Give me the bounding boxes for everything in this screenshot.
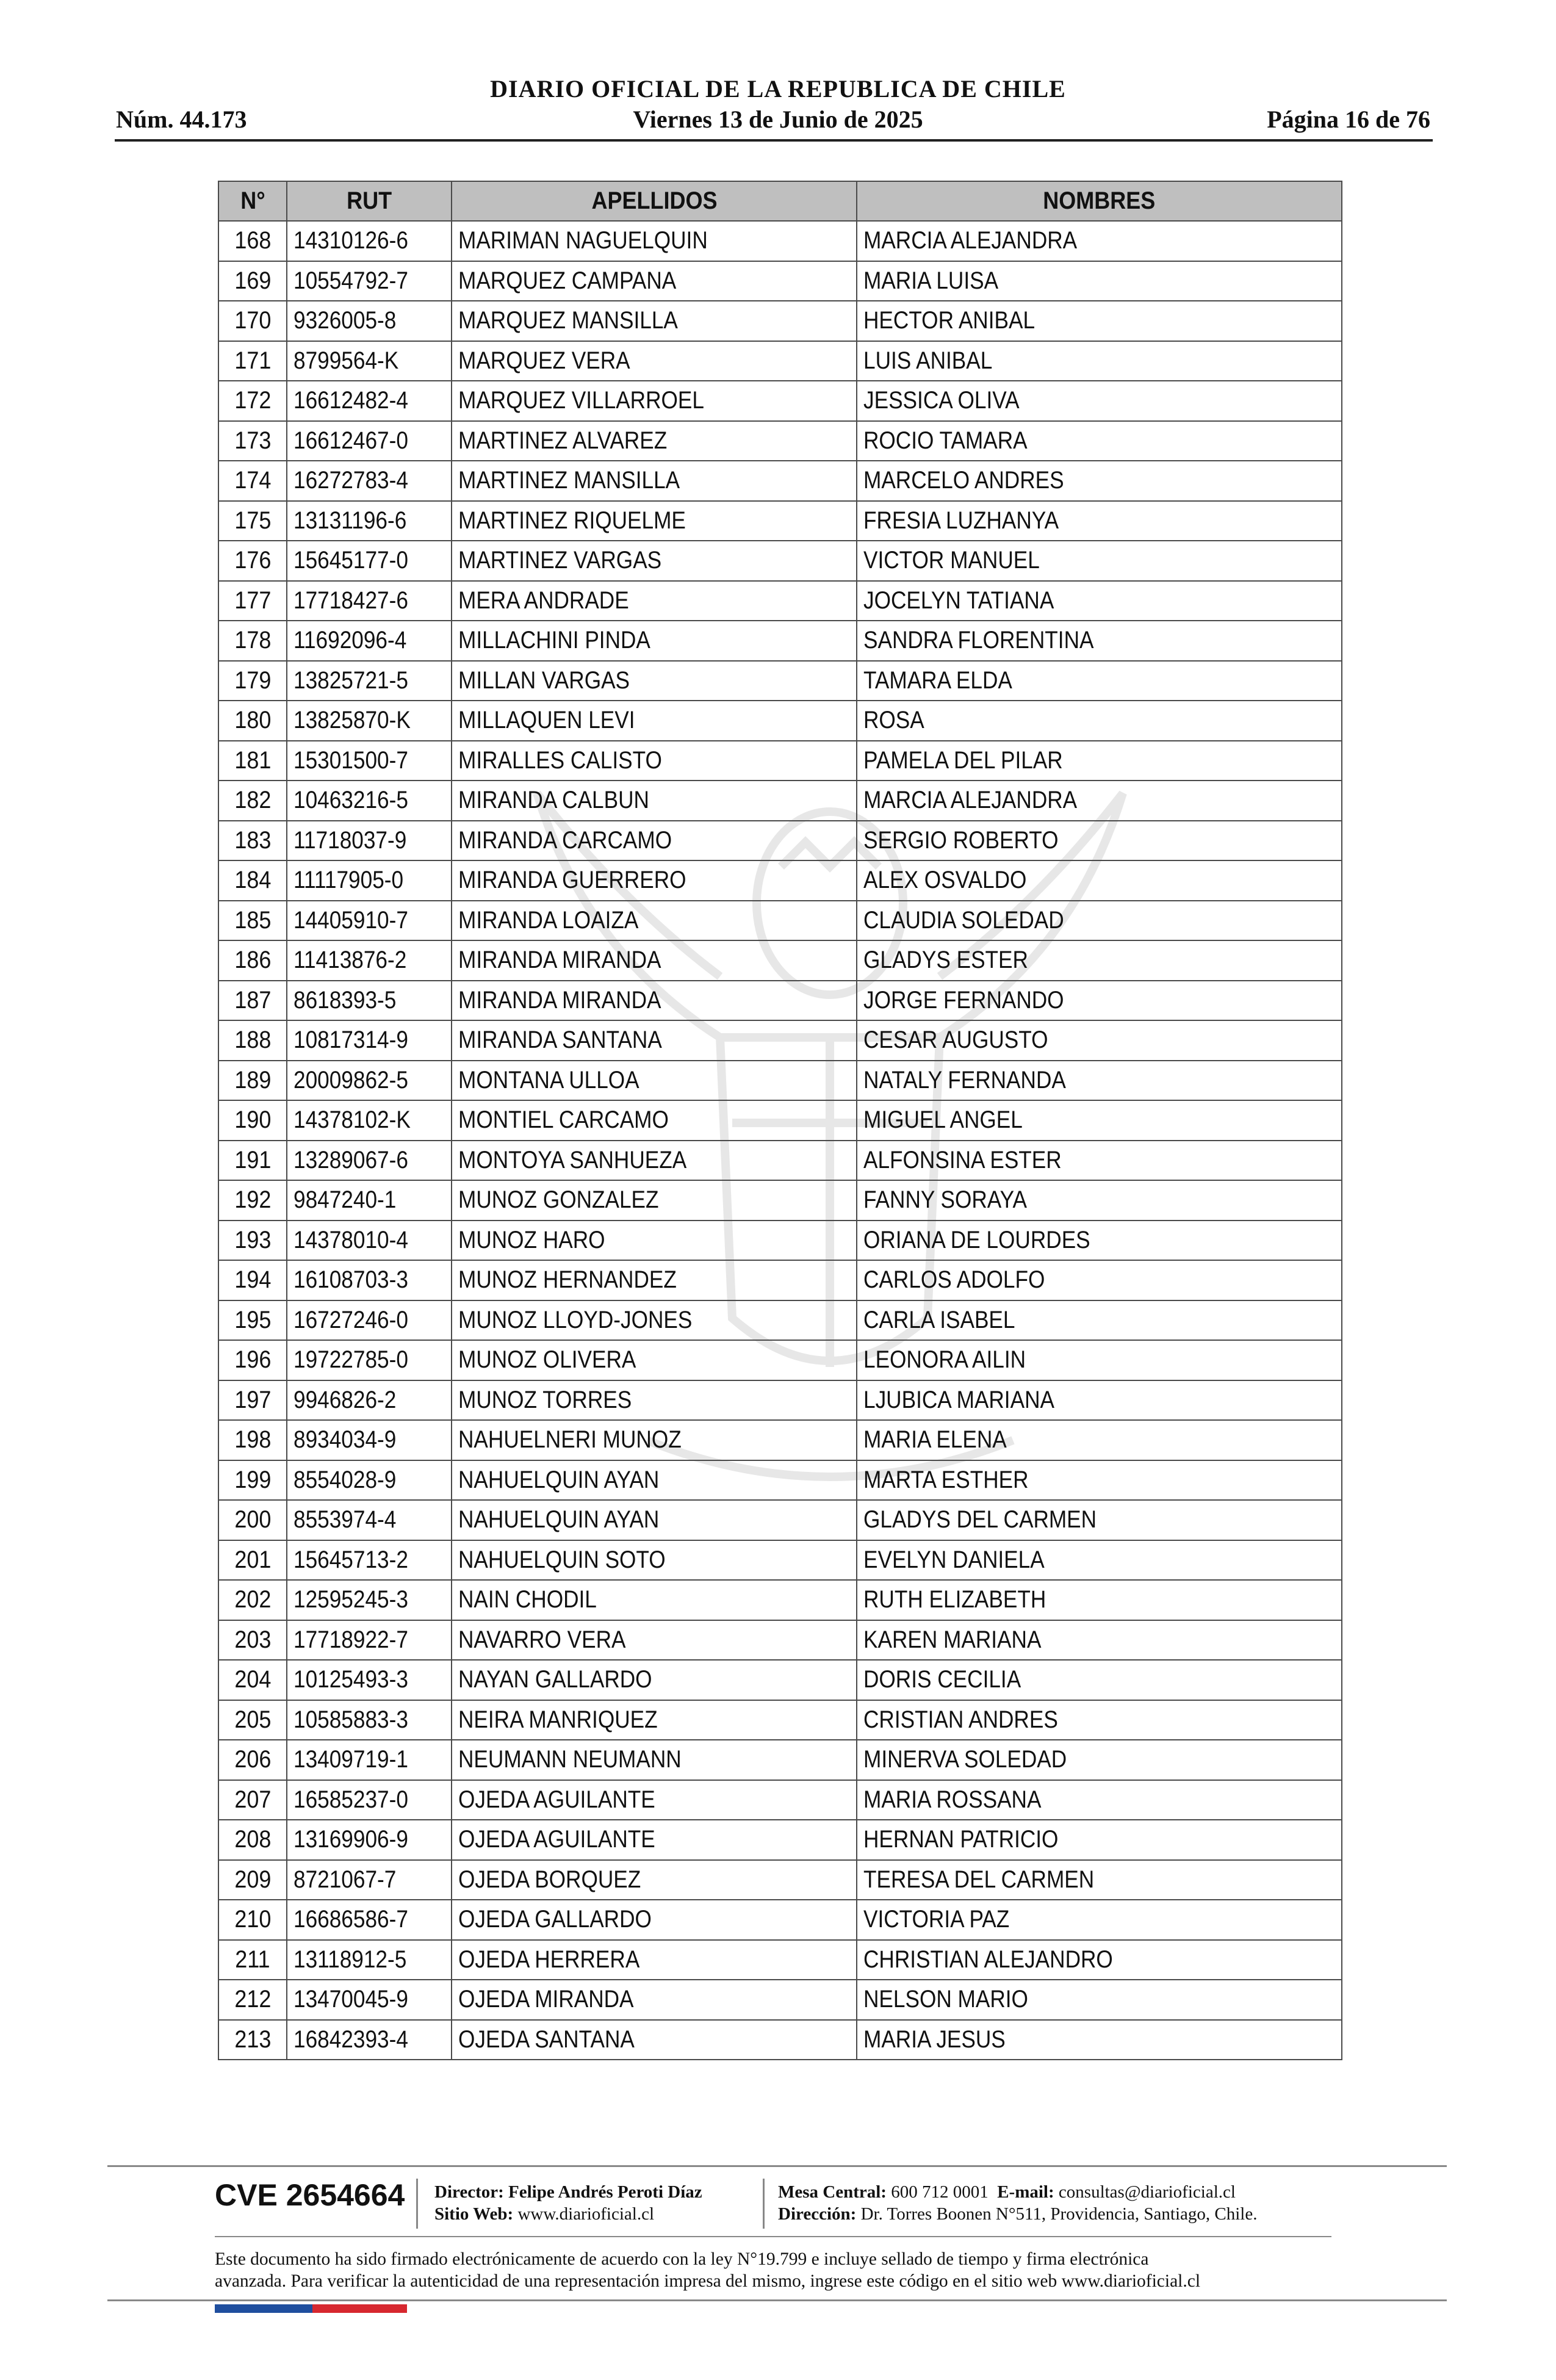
table-row [218,261,1342,301]
cell-nombres: MARIA JESUS [857,2020,1342,2060]
cell-rut: 11692096-4 [287,621,452,661]
cell-rut: 11413876-2 [287,940,452,981]
table-row [218,541,1342,581]
cell-rut: 10817314-9 [287,1020,452,1061]
footer-separator [416,2179,418,2229]
cell-nombres: ORIANA DE LOURDES [857,1221,1342,1261]
cell-rut: 9847240-1 [287,1180,452,1221]
cell-apellidos: MARIMAN NAGUELQUIN [452,221,857,261]
cell-nombres: CESAR AUGUSTO [857,1020,1342,1061]
table-row [218,1820,1342,1860]
table-row [218,1221,1342,1261]
cell-number: 178 [218,621,287,661]
cell-apellidos: MIRANDA MIRANDA [452,981,857,1021]
table-row [218,221,1342,261]
cell-number: 169 [218,261,287,301]
cell-rut: 9946826-2 [287,1380,452,1421]
flag-stripe-red [312,2304,407,2313]
cell-number: 188 [218,1020,287,1061]
table-row [218,940,1342,981]
cell-apellidos: MONTIEL CARCAMO [452,1100,857,1141]
signature-notice-line: Este documento ha sido firmado electrónicamente de acuerdo con la ley N°19.799 e incluye sellado de tiempo y firma electrónica [215,2249,1149,2269]
cell-rut: 15645713-2 [287,1540,452,1581]
cell-nombres: TAMARA ELDA [857,661,1342,701]
cell-apellidos: MIRANDA CARCAMO [452,821,857,861]
cell-nombres: FANNY SORAYA [857,1180,1342,1221]
cell-number: 171 [218,341,287,381]
cell-number: 170 [218,301,287,341]
cell-nombres: NATALY FERNANDA [857,1061,1342,1101]
cell-number: 205 [218,1700,287,1740]
table-row [218,821,1342,861]
cell-number: 172 [218,381,287,421]
cell-rut: 15645177-0 [287,541,452,581]
cell-rut: 14378010-4 [287,1221,452,1261]
cell-number: 202 [218,1580,287,1620]
cell-number: 191 [218,1141,287,1181]
table-row [218,1380,1342,1421]
cell-rut: 8554028-9 [287,1460,452,1501]
cell-apellidos: OJEDA HERRERA [452,1940,857,1980]
table-row [218,2020,1342,2060]
cell-apellidos: MARQUEZ MANSILLA [452,301,857,341]
cell-nombres: RUTH ELIZABETH [857,1580,1342,1620]
cell-nombres: SANDRA FLORENTINA [857,621,1342,661]
cell-rut: 13289067-6 [287,1141,452,1181]
cell-rut: 20009862-5 [287,1061,452,1101]
cell-rut: 11718037-9 [287,821,452,861]
cell-number: 203 [218,1620,287,1661]
table-row [218,581,1342,621]
website-label: Sitio Web: [434,2204,514,2224]
cell-nombres: FRESIA LUZHANYA [857,501,1342,541]
table-row [218,1260,1342,1300]
table-row [218,621,1342,661]
cell-rut: 10554792-7 [287,261,452,301]
cell-rut: 8799564-K [287,341,452,381]
cell-apellidos: NEIRA MANRIQUEZ [452,1700,857,1740]
cell-rut: 16612482-4 [287,381,452,421]
cell-apellidos: MUNOZ HERNANDEZ [452,1260,857,1300]
cell-number: 168 [218,221,287,261]
cell-number: 177 [218,581,287,621]
cell-nombres: GLADYS ESTER [857,940,1342,981]
cell-nombres: VICTOR MANUEL [857,541,1342,581]
cell-apellidos: MIRALLES CALISTO [452,741,857,781]
cell-nombres: ALFONSINA ESTER [857,1141,1342,1181]
table-row [218,1180,1342,1221]
cell-number: 175 [218,501,287,541]
table-row [218,1780,1342,1820]
table-row [218,1900,1342,1940]
cell-apellidos: MILLAN VARGAS [452,661,857,701]
cell-number: 192 [218,1180,287,1221]
cell-apellidos: MARTINEZ MANSILLA [452,461,857,501]
cell-number: 199 [218,1460,287,1501]
cell-number: 183 [218,821,287,861]
cell-apellidos: OJEDA BORQUEZ [452,1860,857,1900]
cell-number: 200 [218,1500,287,1540]
column-header-number: N° [218,181,287,221]
column-header-rut: RUT [287,181,452,221]
cell-number: 209 [218,1860,287,1900]
cell-number: 180 [218,701,287,741]
cell-number: 212 [218,1980,287,2020]
cell-nombres: KAREN MARIANA [857,1620,1342,1661]
table-row [218,1420,1342,1460]
table-row [218,1660,1342,1700]
column-header-nombres: NOMBRES [857,181,1342,221]
signature-notice-line: avanzada. Para verificar la autenticidad de una representación impresa del mismo, ingrese este código en el sitio web www.diarioficial.cl [215,2271,1201,2291]
cell-apellidos: MARQUEZ CAMPANA [452,261,857,301]
table-row [218,341,1342,381]
address-value: Dr. Torres Boonen N°511, Providencia, Santiago, Chile. [860,2204,1258,2224]
cell-nombres: HECTOR ANIBAL [857,301,1342,341]
table-row [218,741,1342,781]
cell-apellidos: NAHUELQUIN AYAN [452,1500,857,1540]
phone-label: Mesa Central: [778,2182,887,2202]
cell-rut: 13470045-9 [287,1980,452,2020]
cell-nombres: MINERVA SOLEDAD [857,1740,1342,1780]
cell-rut: 19722785-0 [287,1340,452,1380]
cell-apellidos: MARQUEZ VILLARROEL [452,381,857,421]
cell-number: 207 [218,1780,287,1820]
cell-rut: 10585883-3 [287,1700,452,1740]
cell-apellidos: MARQUEZ VERA [452,341,857,381]
table-row [218,1740,1342,1780]
cell-apellidos: OJEDA SANTANA [452,2020,857,2060]
cell-nombres: CRISTIAN ANDRES [857,1700,1342,1740]
cell-number: 176 [218,541,287,581]
cell-rut: 8618393-5 [287,981,452,1021]
cell-number: 208 [218,1820,287,1860]
cell-nombres: ALEX OSVALDO [857,860,1342,901]
table-row [218,1061,1342,1101]
table-row [218,301,1342,341]
cell-rut: 13825870-K [287,701,452,741]
cell-apellidos: NEUMANN NEUMANN [452,1740,857,1780]
cell-nombres: NELSON MARIO [857,1980,1342,2020]
website-link[interactable]: www.diarioficial.cl [517,2204,655,2224]
flag-stripe-blue [215,2304,312,2313]
cell-nombres: MARIA ELENA [857,1420,1342,1460]
cell-nombres: LEONORA AILIN [857,1340,1342,1380]
table-body [218,221,1342,2060]
table-row [218,1100,1342,1141]
table-row [218,461,1342,501]
cell-number: 211 [218,1940,287,1980]
cell-number: 181 [218,741,287,781]
cell-apellidos: NAHUELQUIN AYAN [452,1460,857,1501]
table-row [218,1700,1342,1740]
table-row [218,1580,1342,1620]
cell-apellidos: MUNOZ LLOYD-JONES [452,1300,857,1341]
issue-number: Núm. 44.173 [116,106,247,133]
cell-rut: 16842393-4 [287,2020,452,2060]
table-row [218,1940,1342,1980]
cell-rut: 17718922-7 [287,1620,452,1661]
cell-number: 185 [218,901,287,941]
cell-apellidos: MARTINEZ ALVAREZ [452,421,857,461]
cell-rut: 13825721-5 [287,661,452,701]
cell-apellidos: OJEDA AGUILANTE [452,1820,857,1860]
cell-rut: 13131196-6 [287,501,452,541]
cell-number: 196 [218,1340,287,1380]
cell-apellidos: NAVARRO VERA [452,1620,857,1661]
cell-rut: 8721067-7 [287,1860,452,1900]
table-row [218,901,1342,941]
cell-number: 182 [218,781,287,821]
cell-rut: 13409719-1 [287,1740,452,1780]
cell-apellidos: NAHUELQUIN SOTO [452,1540,857,1581]
cell-nombres: MARTA ESTHER [857,1460,1342,1501]
cell-rut: 16612467-0 [287,421,452,461]
cell-number: 204 [218,1660,287,1700]
cell-apellidos: OJEDA MIRANDA [452,1980,857,2020]
cell-rut: 16686586-7 [287,1900,452,1940]
voters-table [218,181,1342,2060]
cell-nombres: MIGUEL ANGEL [857,1100,1342,1141]
cell-nombres: CARLA ISABEL [857,1300,1342,1341]
email-label: E-mail: [997,2182,1054,2202]
cell-apellidos: MUNOZ GONZALEZ [452,1180,857,1221]
cell-nombres: MARIA LUISA [857,261,1342,301]
cell-number: 201 [218,1540,287,1581]
cell-apellidos: MUNOZ OLIVERA [452,1340,857,1380]
footer-divider-middle [215,2236,1331,2237]
cell-number: 206 [218,1740,287,1780]
cell-apellidos: MIRANDA GUERRERO [452,860,857,901]
issue-date: Viernes 13 de Junio de 2025 [633,106,923,133]
address-label: Dirección: [778,2204,857,2224]
table-row [218,661,1342,701]
table-row [218,1460,1342,1501]
cell-nombres: GLADYS DEL CARMEN [857,1500,1342,1540]
cell-number: 210 [218,1900,287,1940]
cell-rut: 12595245-3 [287,1580,452,1620]
cell-apellidos: MONTANA ULLOA [452,1061,857,1101]
publication-title: DIARIO OFICIAL DE LA REPUBLICA DE CHILE [490,75,1066,103]
cell-number: 198 [218,1420,287,1460]
footer-director-block [434,2181,702,2225]
cell-apellidos: MARTINEZ VARGAS [452,541,857,581]
cell-rut: 11117905-0 [287,860,452,901]
cell-nombres: TERESA DEL CARMEN [857,1860,1342,1900]
table-row [218,1300,1342,1341]
table-row [218,860,1342,901]
cell-number: 187 [218,981,287,1021]
cell-rut: 13118912-5 [287,1940,452,1980]
cell-rut: 8553974-4 [287,1500,452,1540]
cell-rut: 17718427-6 [287,581,452,621]
cell-rut: 16108703-3 [287,1260,452,1300]
cell-rut: 14405910-7 [287,901,452,941]
cell-apellidos: MUNOZ TORRES [452,1380,857,1421]
table-row [218,981,1342,1021]
page-indicator: Página 16 de 76 [1267,106,1430,133]
cell-nombres: MARCIA ALEJANDRA [857,221,1342,261]
footer-contact-block [778,2181,1257,2225]
cell-nombres: ROCIO TAMARA [857,421,1342,461]
cell-apellidos: MARTINEZ RIQUELME [452,501,857,541]
cell-apellidos: MUNOZ HARO [452,1221,857,1261]
cell-number: 190 [218,1100,287,1141]
cell-rut: 13169906-9 [287,1820,452,1860]
cell-apellidos: MIRANDA SANTANA [452,1020,857,1061]
column-header-apellidos: APELLIDOS [452,181,857,221]
email-link[interactable]: consultas@diarioficial.cl [1058,2182,1236,2202]
cell-apellidos: NAYAN GALLARDO [452,1660,857,1700]
cell-nombres: MARCELO ANDRES [857,461,1342,501]
table-row [218,1020,1342,1061]
cell-number: 213 [218,2020,287,2060]
cell-number: 184 [218,860,287,901]
director-name: Felipe Andrés Peroti Díaz [508,2182,702,2202]
table-row [218,1340,1342,1380]
cell-rut: 10125493-3 [287,1660,452,1700]
cell-nombres: DORIS CECILIA [857,1660,1342,1700]
table-row [218,781,1342,821]
table-row [218,501,1342,541]
cell-apellidos: MILLACHINI PINDA [452,621,857,661]
phone-number: 600 712 0001 [891,2182,989,2202]
cell-apellidos: MONTOYA SANHUEZA [452,1141,857,1181]
cell-nombres: MARIA ROSSANA [857,1780,1342,1820]
cell-nombres: JORGE FERNANDO [857,981,1342,1021]
cell-rut: 10463216-5 [287,781,452,821]
cell-number: 197 [218,1380,287,1421]
signature-notice [215,2248,1338,2292]
cell-nombres: SERGIO ROBERTO [857,821,1342,861]
cell-apellidos: NAHUELNERI MUNOZ [452,1420,857,1460]
header-divider [115,139,1433,142]
table-header-row [218,181,1342,221]
cve-code: CVE 2654664 [215,2178,405,2212]
cell-apellidos: NAIN CHODIL [452,1580,857,1620]
cell-nombres: CARLOS ADOLFO [857,1260,1342,1300]
cell-rut: 16272783-4 [287,461,452,501]
cell-number: 179 [218,661,287,701]
table-row [218,1860,1342,1900]
cell-apellidos: MIRANDA CALBUN [452,781,857,821]
cell-number: 195 [218,1300,287,1341]
cell-rut: 9326005-8 [287,301,452,341]
cell-nombres: CHRISTIAN ALEJANDRO [857,1940,1342,1980]
cell-nombres: PAMELA DEL PILAR [857,741,1342,781]
cell-number: 189 [218,1061,287,1101]
cell-nombres: JOCELYN TATIANA [857,581,1342,621]
cell-apellidos: MERA ANDRADE [452,581,857,621]
cell-nombres: LJUBICA MARIANA [857,1380,1342,1421]
cell-rut: 8934034-9 [287,1420,452,1460]
cell-nombres: JESSICA OLIVA [857,381,1342,421]
cell-nombres: ROSA [857,701,1342,741]
table-row [218,701,1342,741]
table-row [218,1141,1342,1181]
cell-number: 174 [218,461,287,501]
cell-number: 193 [218,1221,287,1261]
cell-nombres: EVELYN DANIELA [857,1540,1342,1581]
table-row [218,1500,1342,1540]
cell-nombres: HERNAN PATRICIO [857,1820,1342,1860]
table-row [218,1540,1342,1581]
cell-rut: 16727246-0 [287,1300,452,1341]
table-row [218,1620,1342,1661]
cell-rut: 15301500-7 [287,741,452,781]
cell-apellidos: OJEDA AGUILANTE [452,1780,857,1820]
cell-number: 186 [218,940,287,981]
table-row [218,421,1342,461]
footer-divider-bottom [107,2299,1447,2301]
cell-rut: 14310126-6 [287,221,452,261]
cell-rut: 16585237-0 [287,1780,452,1820]
cell-rut: 14378102-K [287,1100,452,1141]
table-row [218,381,1342,421]
cell-apellidos: MIRANDA LOAIZA [452,901,857,941]
cell-apellidos: OJEDA GALLARDO [452,1900,857,1940]
cell-nombres: MARCIA ALEJANDRA [857,781,1342,821]
footer-separator [763,2179,765,2229]
footer-divider-top [107,2165,1447,2167]
cell-nombres: CLAUDIA SOLEDAD [857,901,1342,941]
cell-nombres: VICTORIA PAZ [857,1900,1342,1940]
table-row [218,1980,1342,2020]
director-label: Director: [434,2182,504,2202]
cell-number: 194 [218,1260,287,1300]
cell-apellidos: MILLAQUEN LEVI [452,701,857,741]
cell-number: 173 [218,421,287,461]
cell-apellidos: MIRANDA MIRANDA [452,940,857,981]
cell-nombres: LUIS ANIBAL [857,341,1342,381]
